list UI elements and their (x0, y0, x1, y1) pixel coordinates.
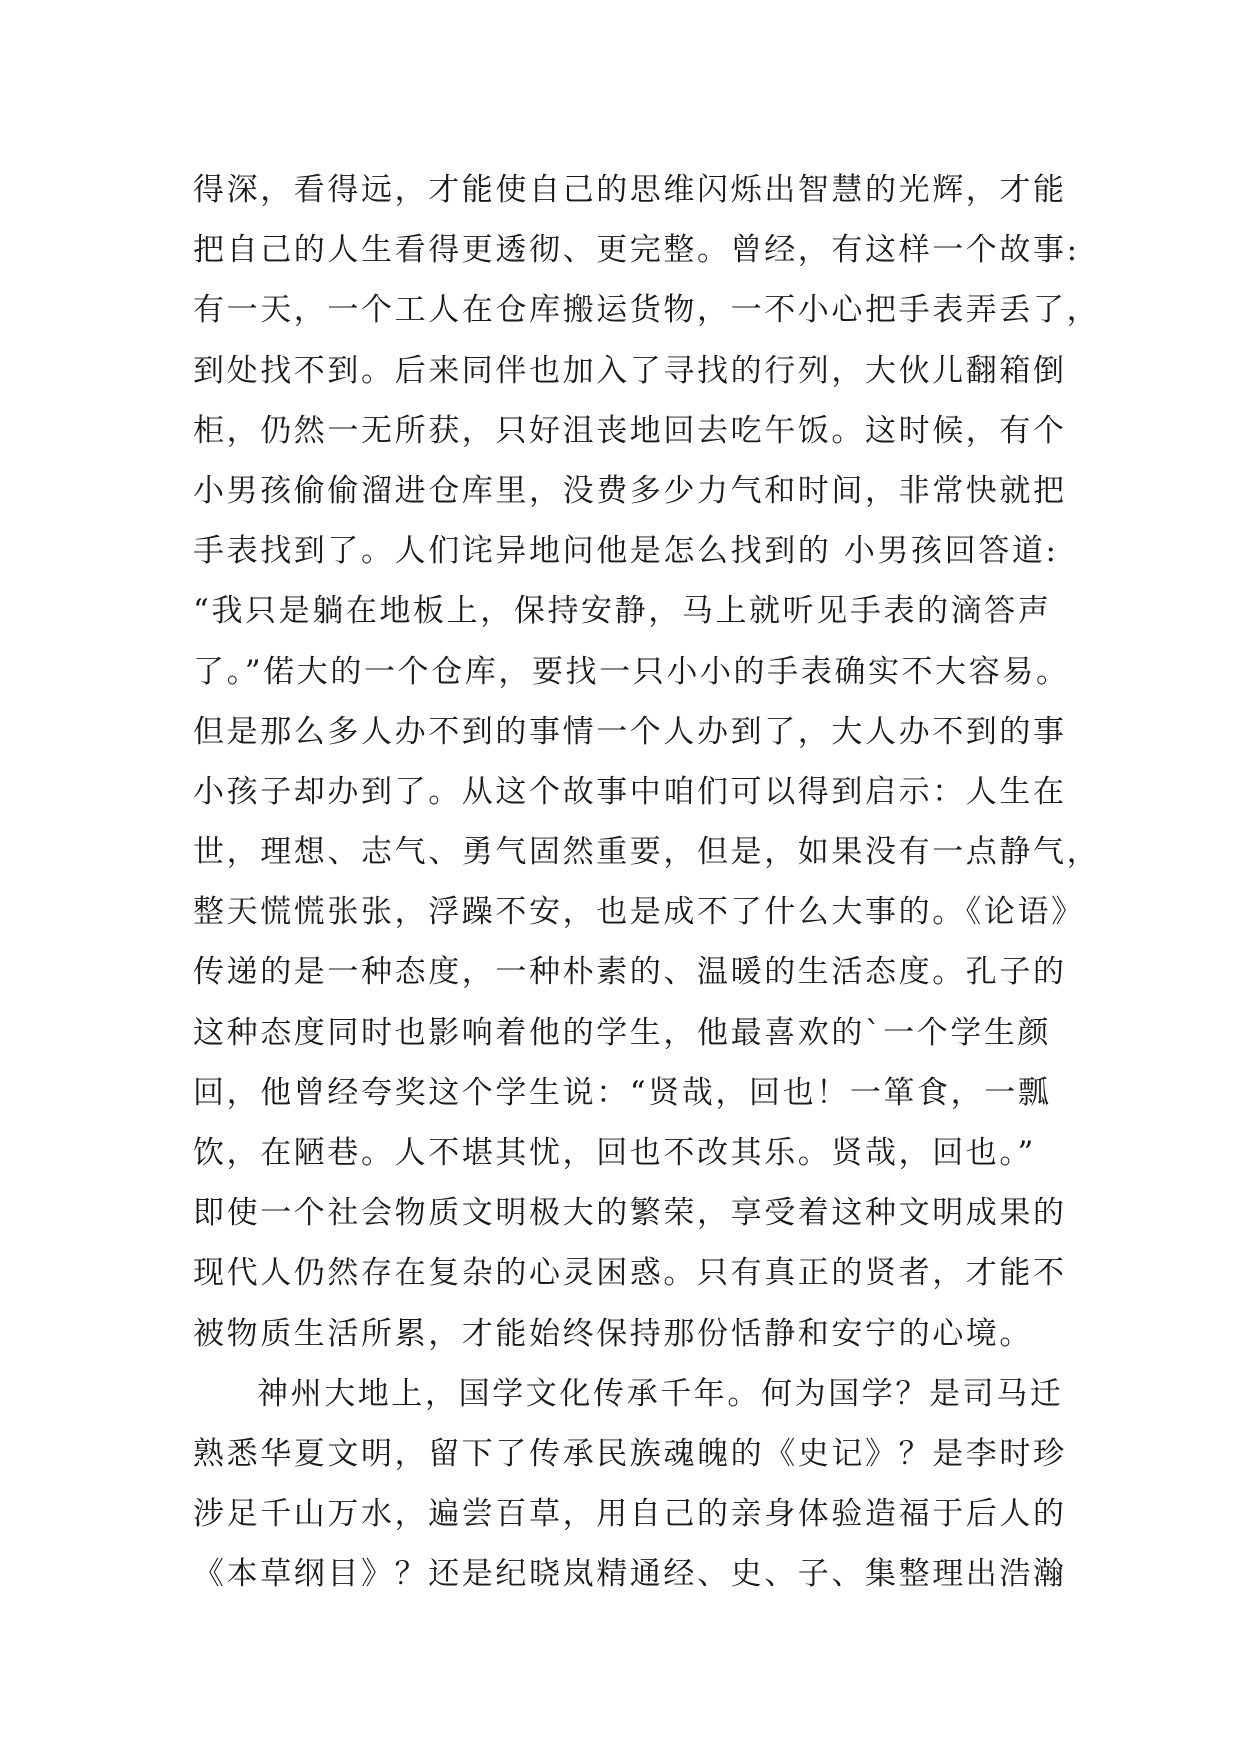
text-line: 熟悉华夏文明，留下了传承民族魂魄的《史记》？是李时珍 (193, 1435, 1067, 1472)
text-line: 了。”偌大的一个仓库，要找一只小小的手表确实不大容易。 (193, 653, 1070, 690)
text-line: 整天慌慌张张，浮躁不安，也是成不了什么大事的。《论语》 (193, 894, 1085, 931)
text-line: 但是那么多人办不到的事情一个人办到了，大人办不到的事 (193, 713, 1067, 750)
text-line: 柜，仍然一无所获，只好沮丧地回去吃午饭。这时候，有个 (193, 412, 1067, 449)
text-line: 饮，在陋巷。人不堪其忧，回也不改其乐。贤哉，回也。” (193, 1135, 1036, 1171)
text-line: 小男孩偷偷溜进仓库里，没费多少力气和时间，非常快就把 (193, 472, 1067, 509)
text-line: 这种态度同时也影响着他的学生，他最喜欢的`一个学生颜 (193, 1014, 1052, 1051)
text-line: 涉足千山万水，遍尝百草，用自己的亲身体验造福于后人的 (193, 1496, 1067, 1533)
text-line: 得深，看得远，才能使自己的思维闪烁出智慧的光辉，才能 (193, 172, 1067, 208)
text-line: 小孩子却办到了。从这个故事中咱们可以得到启示：人生在 (193, 773, 1067, 810)
paragraph-first-line: 神州大地上，国学文化传承千年。何为国学？是司马迁 (257, 1375, 1064, 1412)
text-line: 《本草纲目》？还是纪晓岚精通经、史、子、集整理出浩瀚 (193, 1556, 1067, 1593)
text-line: 现代人仍然存在复杂的心灵困惑。只有真正的贤者，才能不 (193, 1255, 1067, 1292)
text-line: 把自己的人生看得更透彻、更完整。曾经，有这样一个故事: (193, 232, 1080, 269)
text-line: 有一天，一个工人在仓库搬运货物，一不小心把手表弄丢了， (193, 292, 1101, 329)
text-line: 被物质生活所累，才能始终保持那份恬静和安宁的心境。 (193, 1315, 1033, 1352)
text-line: 到处找不到。后来同伴也加入了寻找的行列，大伙儿翻箱倒 (193, 352, 1067, 389)
text-line: “我只是躺在地板上，保持安静，马上就听见手表的滴答声 (193, 593, 1052, 630)
text-line: 世，理想、志气、勇气固然重要，但是，如果没有一点静气， (193, 834, 1101, 871)
text-line: 即使一个社会物质文明极大的繁荣，享受着这种文明成果的 (193, 1195, 1067, 1232)
text-line: 回，他曾经夸奖这个学生说：“贤哉，回也！一箪食，一瓢 (193, 1074, 1052, 1111)
text-line: 传递的是一种态度，一种朴素的、温暖的生活态度。孔子的 (193, 954, 1067, 991)
body-text (193, 160, 1101, 1605)
text-line: 手表找到了。人们诧异地问他是怎么找到的 小男孩回答道: (193, 533, 1059, 570)
